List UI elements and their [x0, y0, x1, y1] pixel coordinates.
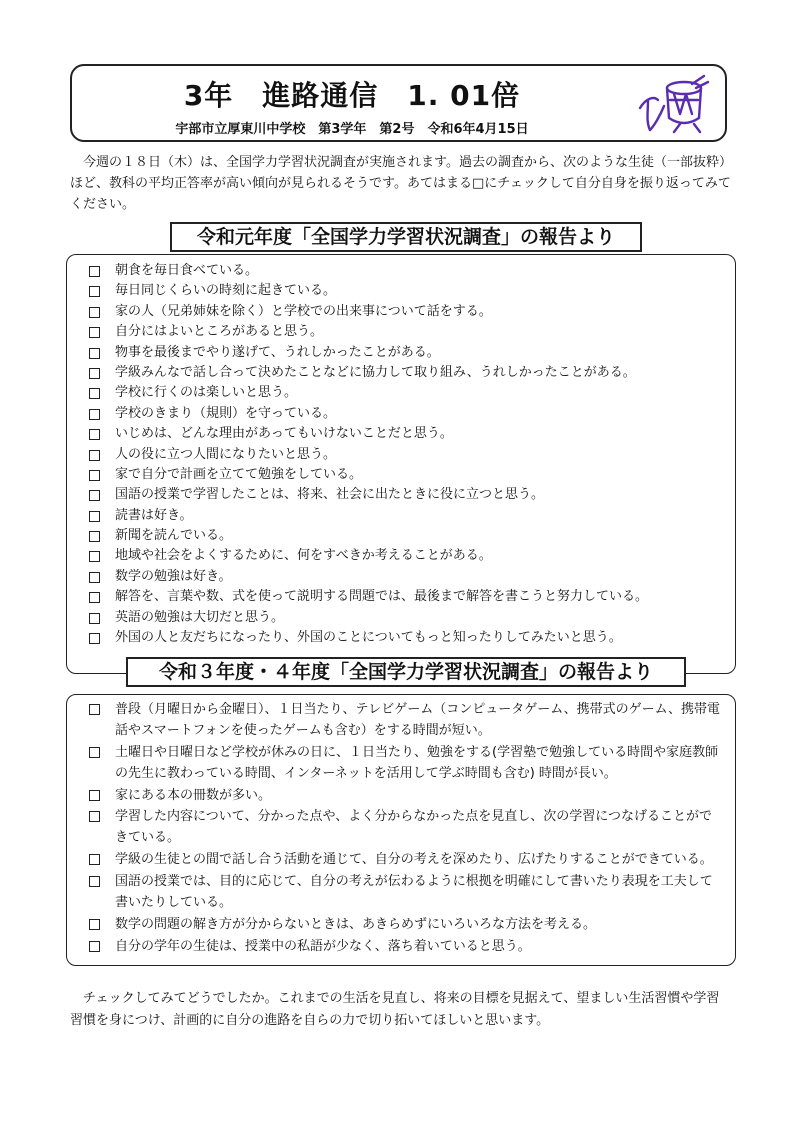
- checkbox[interactable]: [89, 511, 100, 522]
- intro-paragraph: 今週の１８日（木）は、全国学力学習状況調査が実施されます。過去の調査から、次のような生徒（一部抜粋）ほど、教科の平均正答率が高い傾向が見られるそうです。あてはまる□にチェックして自分自身を振り返ってみてください。: [70, 155, 732, 212]
- newsletter-header: [70, 64, 727, 142]
- checklist-reiwa1: [66, 254, 736, 674]
- checkbox[interactable]: [89, 368, 100, 379]
- checklist-item: 国語の授業で学習したことは、将来、社会に出たときに役に立つと思う。: [67, 485, 735, 505]
- checklist-item: 物事を最後までやり遂げて、うれしかったことがある。: [67, 343, 735, 363]
- checkbox[interactable]: [89, 747, 100, 758]
- checklist-item: 普段（月曜日から金曜日）、１日当たり、テレビゲーム（コンピュータゲーム、携帯式のゲーム、携帯電話やスマートフォンを使ったゲームも含む）をする時間が短い。: [67, 699, 735, 741]
- checkbox[interactable]: [89, 307, 100, 318]
- checklist-item: 地域や社会をよくするために、何をすべきか考えることがある。: [67, 546, 735, 566]
- checkbox[interactable]: [89, 919, 100, 930]
- newsletter-title: 3年 進路通信 1. 01倍: [183, 79, 521, 112]
- checkbox[interactable]: [89, 266, 100, 277]
- checkbox[interactable]: [89, 592, 100, 603]
- section-heading-reiwa1: 令和元年度「全国学力学習状況調査」の報告より: [170, 222, 642, 252]
- checkbox[interactable]: [89, 876, 100, 887]
- drum-mascot-logo-icon: [634, 70, 718, 138]
- checklist-item: 学級みんなで話し合って決めたことなどに協力して取り組み、うれしかったことがある。: [67, 363, 735, 383]
- checklist-item: 学校に行くのは楽しいと思う。: [67, 383, 735, 403]
- checklist-item: 学級の生徒との間で話し合う活動を通じて、自分の考えを深めたり、広げたりすることができている。: [67, 849, 735, 870]
- checkbox[interactable]: [89, 941, 100, 952]
- checklist-item: 家で自分で計画を立てて勉強をしている。: [67, 465, 735, 485]
- checkbox[interactable]: [89, 429, 100, 440]
- section-heading-reiwa3-4: 令和３年度・４年度「全国学力学習状況調査」の報告より: [126, 657, 686, 687]
- checkbox[interactable]: [89, 327, 100, 338]
- checkbox[interactable]: [89, 613, 100, 624]
- checklist-item: 家にある本の冊数が多い。: [67, 785, 735, 806]
- checkbox[interactable]: [89, 633, 100, 644]
- checklist-item: 自分の学年の生徒は、授業中の私語が少なく、落ち着いていると思う。: [67, 936, 735, 957]
- checkbox[interactable]: [89, 572, 100, 583]
- checklist-item: 毎日同じくらいの時刻に起きている。: [67, 281, 735, 301]
- checkbox[interactable]: [89, 286, 100, 297]
- checkbox[interactable]: [89, 531, 100, 542]
- checkbox[interactable]: [89, 704, 100, 715]
- checkbox[interactable]: [89, 470, 100, 481]
- checkbox[interactable]: [89, 551, 100, 562]
- checklist-item: 朝食を毎日食べている。: [67, 261, 735, 281]
- checklist-item: 数学の問題の解き方が分からないときは、あきらめずにいろいろな方法を考える。: [67, 914, 735, 935]
- checklist-item: 英語の勉強は大切だと思う。: [67, 608, 735, 628]
- checklist-item: 国語の授業では、目的に応じて、自分の考えが伝わるように根拠を明確にして書いたり表現を工夫して書いたりしている。: [67, 871, 735, 913]
- checklist-item: 土曜日や日曜日など学校が休みの日に、１日当たり、勉強をする(学習塾で勉強している時間や家庭教師の先生に教わっている時間、インターネットを活用して学ぶ時間も含む) 時間が長い。: [67, 742, 735, 784]
- checklist-item: 数学の勉強は好き。: [67, 567, 735, 587]
- checklist-item: 自分にはよいところがあると思う。: [67, 322, 735, 342]
- checklist-reiwa3-4: [66, 694, 736, 966]
- checklist-item: 外国の人と友だちになったり、外国のことについてもっと知ったりしてみたいと思う。: [67, 628, 735, 648]
- checklist-item: 解答を、言葉や数、式を使って説明する問題では、最後まで解答を書こうと努力している。: [67, 587, 735, 607]
- checkbox[interactable]: [89, 790, 100, 801]
- checkbox[interactable]: [89, 490, 100, 501]
- checklist-item: 家の人（兄弟姉妹を除く）と学校での出来事について話をする。: [67, 302, 735, 322]
- newsletter-issue-info: 宇部市立厚東川中学校 第3学年 第2号 令和6年4月15日: [175, 122, 529, 137]
- checkbox[interactable]: [89, 450, 100, 461]
- checklist-item: 学校のきまり（規則）を守っている。: [67, 404, 735, 424]
- checkbox[interactable]: [89, 811, 100, 822]
- checklist-item: いじめは、どんな理由があってもいけないことだと思う。: [67, 424, 735, 444]
- closing-paragraph: チェックしてみてどうでしたか。これまでの生活を見直し、将来の目標を見据えて、望ましい生活習慣や学習習慣を身につけ、計画的に自分の進路を自らの力で切り拓いてほしいと思います。: [70, 991, 720, 1028]
- checklist-item: 学習した内容について、分かった点や、よく分からなかった点を見直し、次の学習につなげることができている。: [67, 806, 735, 848]
- checkbox[interactable]: [89, 409, 100, 420]
- checklist-item: 新聞を読んでいる。: [67, 526, 735, 546]
- checklist-item: 人の役に立つ人間になりたいと思う。: [67, 445, 735, 465]
- checkbox[interactable]: [89, 388, 100, 399]
- checkbox[interactable]: [89, 854, 100, 865]
- checkbox[interactable]: [89, 348, 100, 359]
- checklist-item: 読書は好き。: [67, 506, 735, 526]
